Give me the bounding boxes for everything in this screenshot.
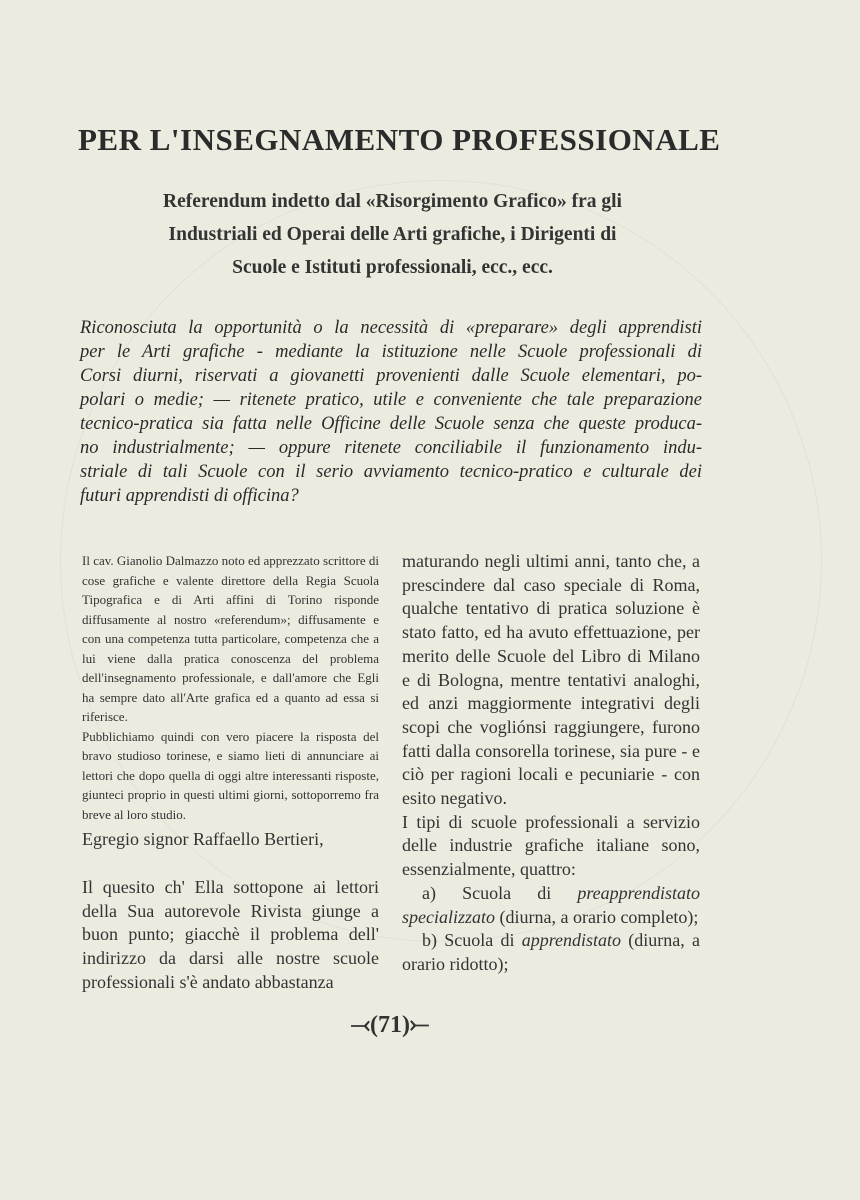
letter-body-left: Il quesito ch' Ella sottopone ai lettori della Sua autorevole Rivista giunge a buon punto; giacchè il problema dell' indirizzo da darsi alle nostre scuole professionali s'è andato abbastanza — [82, 877, 379, 992]
referendum-question — [80, 316, 702, 508]
question-line: Corsi diurni, riservati a giovanetti provenienti dalle Scuole elementari, po- — [80, 366, 702, 386]
body-paragraph: maturando negli ultimi anni, tanto che, a prescindere dal caso speciale di Roma, qualche tentativo di pratica soluzione è stato fatto, ed ha avuto effettuazione, per merito delle Scuole del Libro di Milano e di Bologna, mentre tentativi analoghi, ed anzi maggiormente integrativi degli scopi che vogliónsi raggiungere, furono fatti dalla consorella torinese, sia pure - e ciò per ragioni locali e pecuniarie - con esito negativo. — [402, 551, 700, 809]
subtitle-line: Scuole e Istituti professionali, ecc., ecc. — [232, 257, 553, 278]
body-paragraph: I tipi di scuole professionali a servizio delle industrie grafiche italiane sono, essenzialmente, quattro: — [402, 811, 700, 880]
page-number: ⤙(71)⤚ — [350, 1012, 430, 1038]
editorial-note — [82, 551, 379, 824]
page-title: PER L'INSEGNAMENTO PROFESSIONALE — [78, 122, 721, 157]
note-paragraph: Pubblichiamo quindi con vero piacere la risposta del bravo studioso torinese, e siamo lieti di annunciare ai lettori che dopo quella di oggi altre interessanti risposte, giunteci proprio in questi ultimi giorni, sottoporremo fra breve al loro studio. — [82, 728, 379, 822]
list-item-b: b) Scuola di apprendistato (diurna, a orario ridotto); — [402, 930, 700, 974]
subtitle-line: Referendum indetto dal «Risorgimento Grafico» fra gli — [163, 191, 622, 212]
letter-salutation: Egregio signor Raffaello Bertieri, — [82, 829, 324, 849]
note-paragraph: Il cav. Gianolio Dalmazzo noto ed apprezzato scrittore di cose grafiche e valente direttore della Regia Scuola Tipografica e di Arti affini di Torino risponde diffusamente al nostro «referendum»; diffusamente e con una competenza tutta particolare, competenza che a lui viene dalla pratica conoscenza del problema dell'insegnamento professionale, e dall'amore che Egli ha sempre dato all'Arte grafica ed a quanto ad essa si riferisce. — [82, 553, 379, 724]
letter-body-right — [402, 550, 700, 977]
list-item-a: a) Scuola di preapprendistato specializzato (diurna, a orario completo); — [402, 882, 700, 927]
question-line: per le Arti grafiche - mediante la istituzione nelle Scuole professionali di — [80, 342, 702, 362]
question-line: polari o medie; — ritenete pratico, utile e conveniente che tale preparazione — [80, 390, 702, 410]
question-line: striale di tali Scuole con il serio avviamento tecnico-pratico e culturale dei — [80, 462, 702, 482]
question-line: no industrialmente; — oppure ritenete conciliabile il funzionamento indu- — [80, 438, 702, 458]
question-line: tecnico-pratica sia fatta nelle Officine delle Scuole senza che queste produca- — [80, 414, 702, 434]
subtitle-line: Industriali ed Operai delle Arti grafiche, i Dirigenti di — [168, 224, 617, 245]
question-line: futuri apprendisti di officina? — [80, 486, 299, 506]
question-line: Riconosciuta la opportunità o la necessità di «preparare» degli apprendisti — [80, 318, 702, 338]
subtitle — [120, 185, 665, 284]
